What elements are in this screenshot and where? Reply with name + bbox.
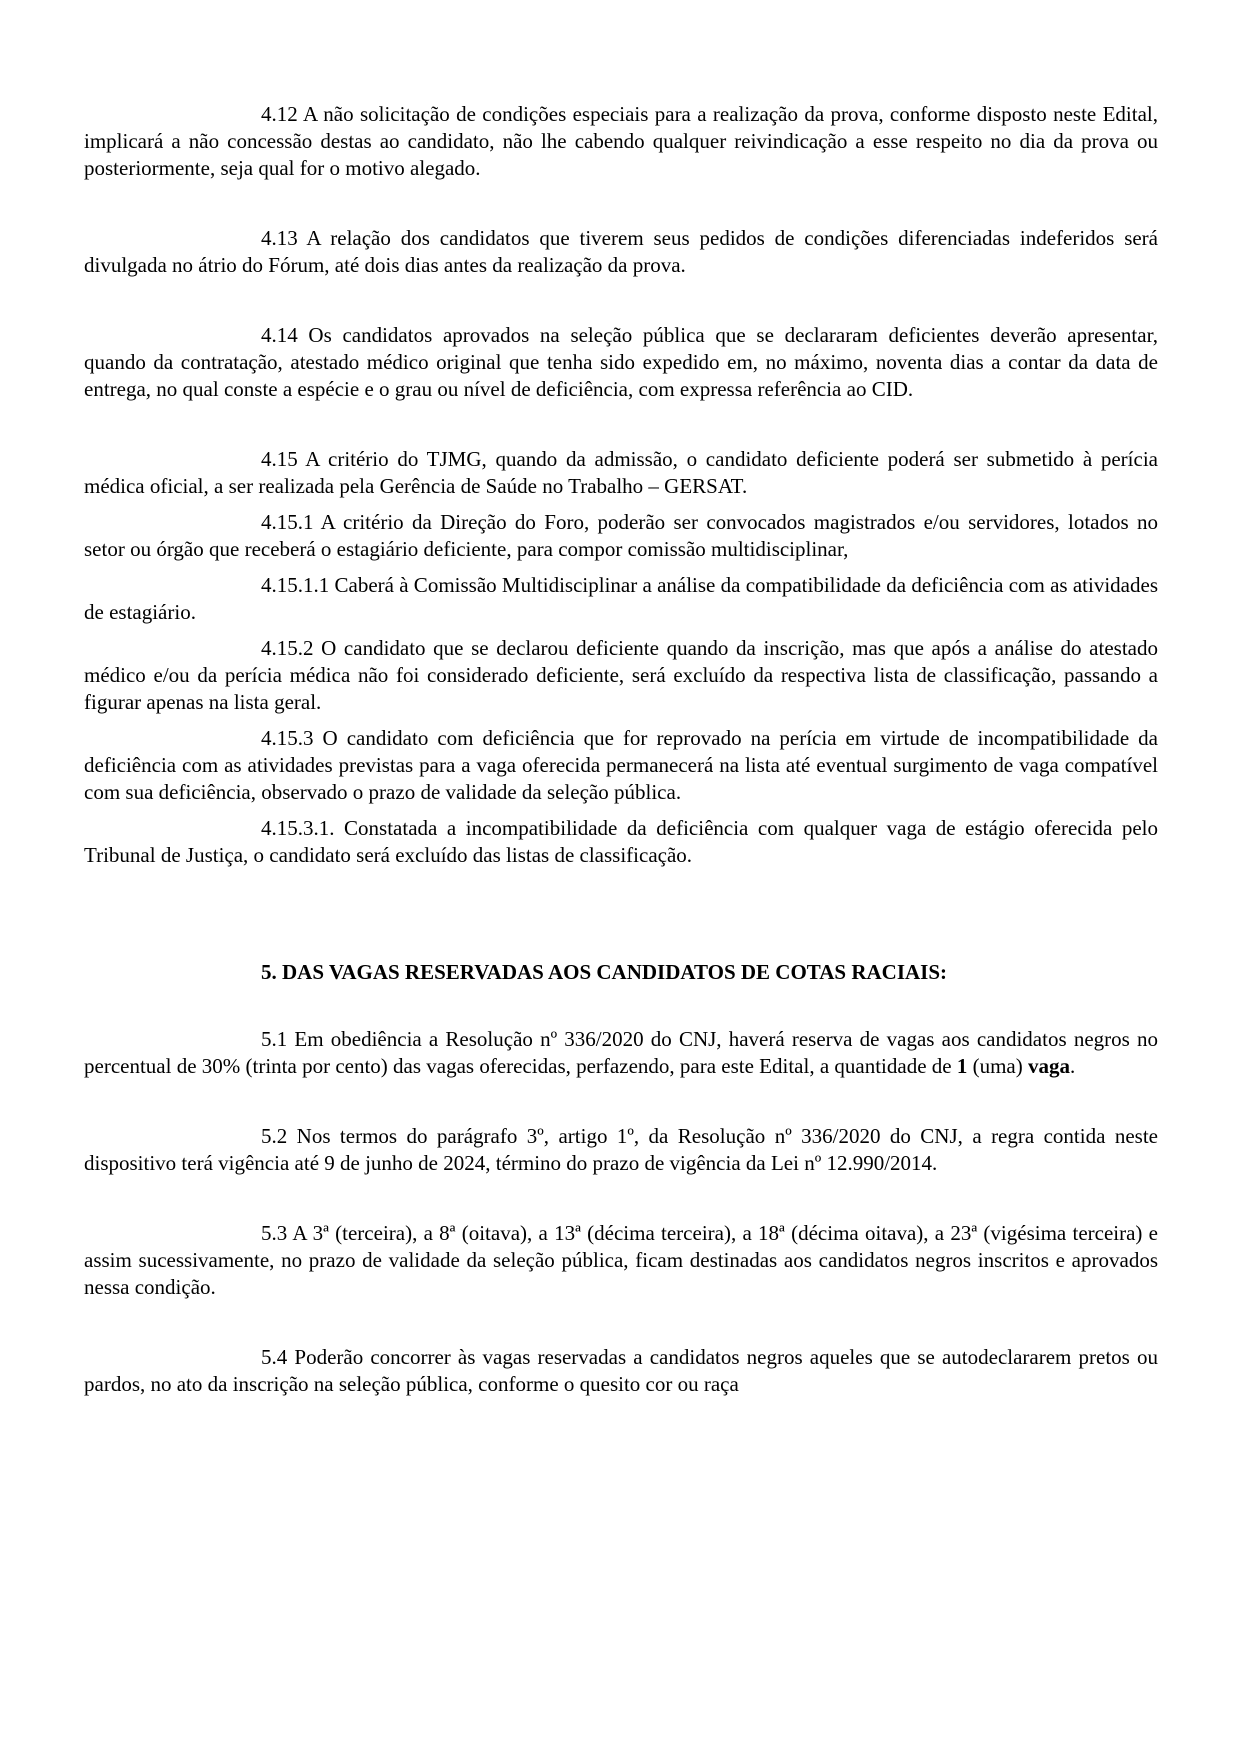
paragraph-4-14: 4.14 Os candidatos aprovados na seleção pública que se declararam deficientes deverão apresentar, quando da contratação, atestado médico original que tenha sido expedido em, no máximo, noventa dias a contar da data de entrega, no qual conste a espécie e o grau ou nível de deficiência, com expressa referência ao CID. <box>84 323 1158 401</box>
paragraph-4-15-1-1: 4.15.1.1 Caberá à Comissão Multidisciplinar a análise da compatibilidade da deficiência com as atividades de estagiário. <box>84 573 1158 624</box>
paragraph-4-15: 4.15 A critério do TJMG, quando da admissão, o candidato deficiente poderá ser submetido à perícia médica oficial, a ser realizada pela Gerência de Saúde no Trabalho – GERSAT. <box>84 447 1158 498</box>
paragraph-4-15-1: 4.15.1 A critério da Direção do Foro, poderão ser convocados magistrados e/ou servidores, lotados no setor ou órgão que receberá o estagiário deficiente, para compor comissão multidisciplinar, <box>84 510 1158 561</box>
paragraph-5-3: 5.3 A 3ª (terceira), a 8ª (oitava), a 13ª (décima terceira), a 18ª (décima oitava), a 23ª (vigésima terceira) e assim sucessivamente, no prazo de validade da seleção pública, ficam destinadas aos candidatos negros inscritos e aprovados nessa condição. <box>84 1221 1158 1299</box>
paragraph-5-1-text-c: . <box>1070 1054 1076 1078</box>
paragraph-5-4: 5.4 Poderão concorrer às vagas reservadas a candidatos negros aqueles que se autodeclararem pretos ou pardos, no ato da inscrição na seleção pública, conforme o quesito cor ou raça <box>84 1345 1158 1396</box>
paragraph-4-15-3-1: 4.15.3.1. Constatada a incompatibilidade da deficiência com qualquer vaga de estágio oferecida pelo Tribunal de Justiça, o candidato será excluído das listas de classificação. <box>84 816 1158 867</box>
paragraph-5-1 <box>84 1026 1158 1080</box>
paragraph-5-1-vaga: vaga <box>1028 1054 1070 1078</box>
section-5-heading: 5. DAS VAGAS RESERVADAS AOS CANDIDATOS DE COTAS RACIAIS: <box>261 960 948 984</box>
paragraph-4-15-3: 4.15.3 O candidato com deficiência que for reprovado na perícia em virtude de incompatibilidade da deficiência com as atividades previstas para a vaga oferecida permanecerá na lista até eventual surgimento de vaga compatível com sua deficiência, observado o prazo de validade da seleção pública. <box>84 726 1158 804</box>
paragraph-5-2: 5.2 Nos termos do parágrafo 3º, artigo 1º, da Resolução nº 336/2020 do CNJ, a regra contida neste dispositivo terá vigência até 9 de junho de 2024, término do prazo de vigência da Lei nº 12.990/2014. <box>84 1124 1158 1175</box>
document-body <box>84 101 1158 1398</box>
paragraph-4-13: 4.13 A relação dos candidatos que tiverem seus pedidos de condições diferenciadas indeferidos será divulgada no átrio do Fórum, até dois dias antes da realização da prova. <box>84 226 1158 277</box>
paragraph-4-12: 4.12 A não solicitação de condições especiais para a realização da prova, conforme disposto neste Edital, implicará a não concessão destas ao candidato, não lhe cabendo qualquer reivindicação a esse respeito no dia da prova ou posteriormente, seja qual for o motivo alegado. <box>84 102 1158 180</box>
paragraph-5-1-text-b: (uma) <box>967 1054 1028 1078</box>
section-5-heading-wrap <box>84 959 1158 986</box>
paragraph-4-15-2: 4.15.2 O candidato que se declarou deficiente quando da inscrição, mas que após a análise do atestado médico e/ou da perícia médica não foi considerado deficiente, será excluído da respectiva lista de classificação, passando a figurar apenas na lista geral. <box>84 636 1158 714</box>
paragraph-5-1-text-a: 5.1 Em obediência a Resolução nº 336/2020 do CNJ, haverá reserva de vagas aos candidatos negros no percentual de 30% (trinta por cento) das vagas oferecidas, perfazendo, para este Edital, a quantidade de <box>84 1027 1158 1078</box>
paragraph-5-1-quantity: 1 <box>956 1054 968 1078</box>
